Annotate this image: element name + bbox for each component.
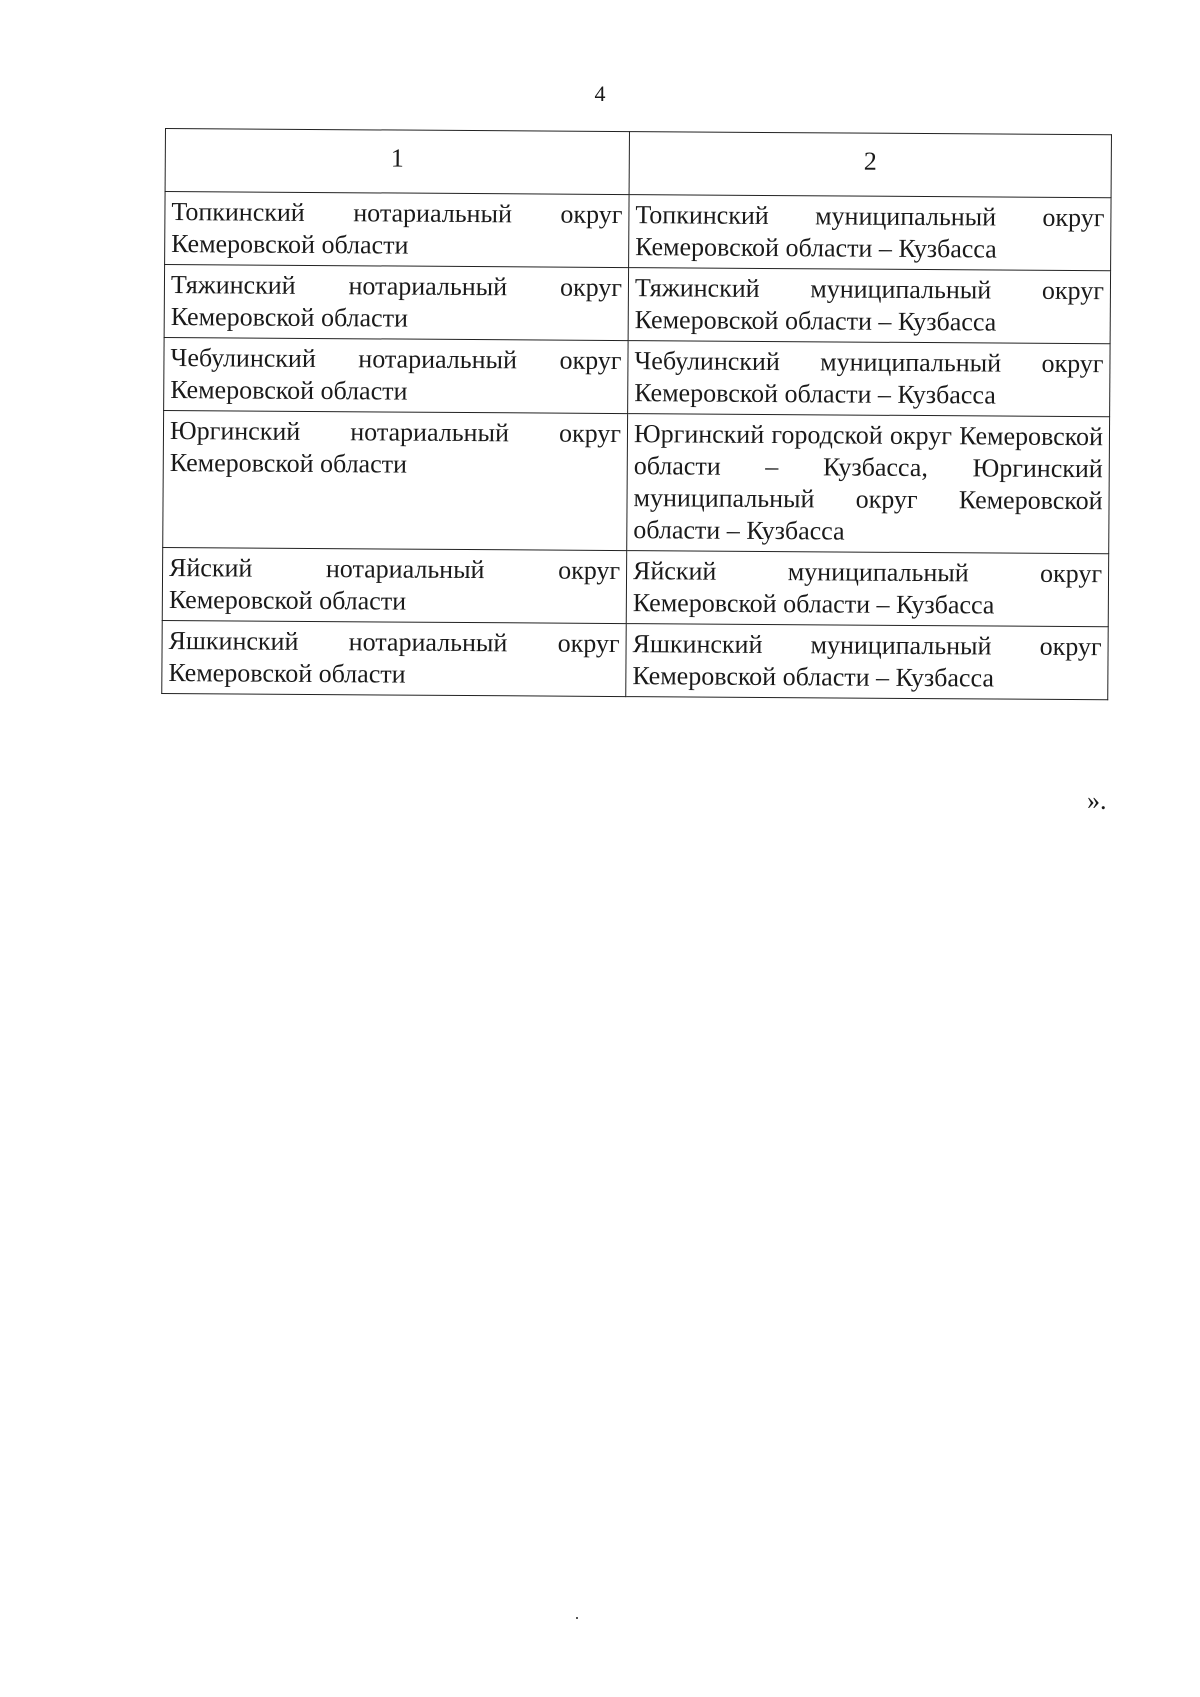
districts-table-container <box>161 128 1111 700</box>
municipal-district-cell: Юргинский городской округ Кемеровской области – Кузбасса, Юргинский муниципальный округ Кемеровской области – Кузбасса <box>627 414 1110 554</box>
column-header-1: 1 <box>165 129 629 195</box>
table-row <box>164 337 1110 416</box>
table-row <box>164 265 1110 344</box>
municipal-district-cell: Тяжинский муниципальный округ Кемеровской области – Кузбасса <box>628 268 1110 344</box>
page-number: 4 <box>594 81 606 106</box>
notarial-district-cell: Юргинский нотариальный округ Кемеровской области <box>163 410 628 550</box>
table-row <box>165 192 1111 271</box>
table-header-row <box>165 129 1111 198</box>
notarial-district-cell: Чебулинский нотариальный округ Кемеровской области <box>164 337 628 413</box>
municipal-district-cell: Чебулинский муниципальный округ Кемеровской области – Кузбасса <box>628 341 1110 417</box>
scan-speck <box>576 1617 578 1619</box>
municipal-district-cell: Яшкинский муниципальный округ Кемеровской области – Кузбасса <box>626 624 1108 700</box>
districts-table <box>161 128 1112 700</box>
notarial-district-cell: Яйский нотариальный округ Кемеровской области <box>162 547 626 623</box>
municipal-district-cell: Яйский муниципальный округ Кемеровской области – Кузбасса <box>626 551 1108 627</box>
notarial-district-cell: Тяжинский нотариальный округ Кемеровской области <box>164 265 628 341</box>
table-row <box>163 410 1110 553</box>
column-header-2: 2 <box>629 132 1111 198</box>
notarial-district-cell: Топкинский нотариальный округ Кемеровской области <box>165 192 629 268</box>
table-row <box>162 620 1108 699</box>
notarial-district-cell: Яшкинский нотариальный округ Кемеровской области <box>162 620 626 696</box>
closing-quote: ». <box>1087 786 1107 815</box>
table-row <box>162 547 1108 626</box>
municipal-district-cell: Топкинский муниципальный округ Кемеровской области – Кузбасса <box>629 195 1111 271</box>
